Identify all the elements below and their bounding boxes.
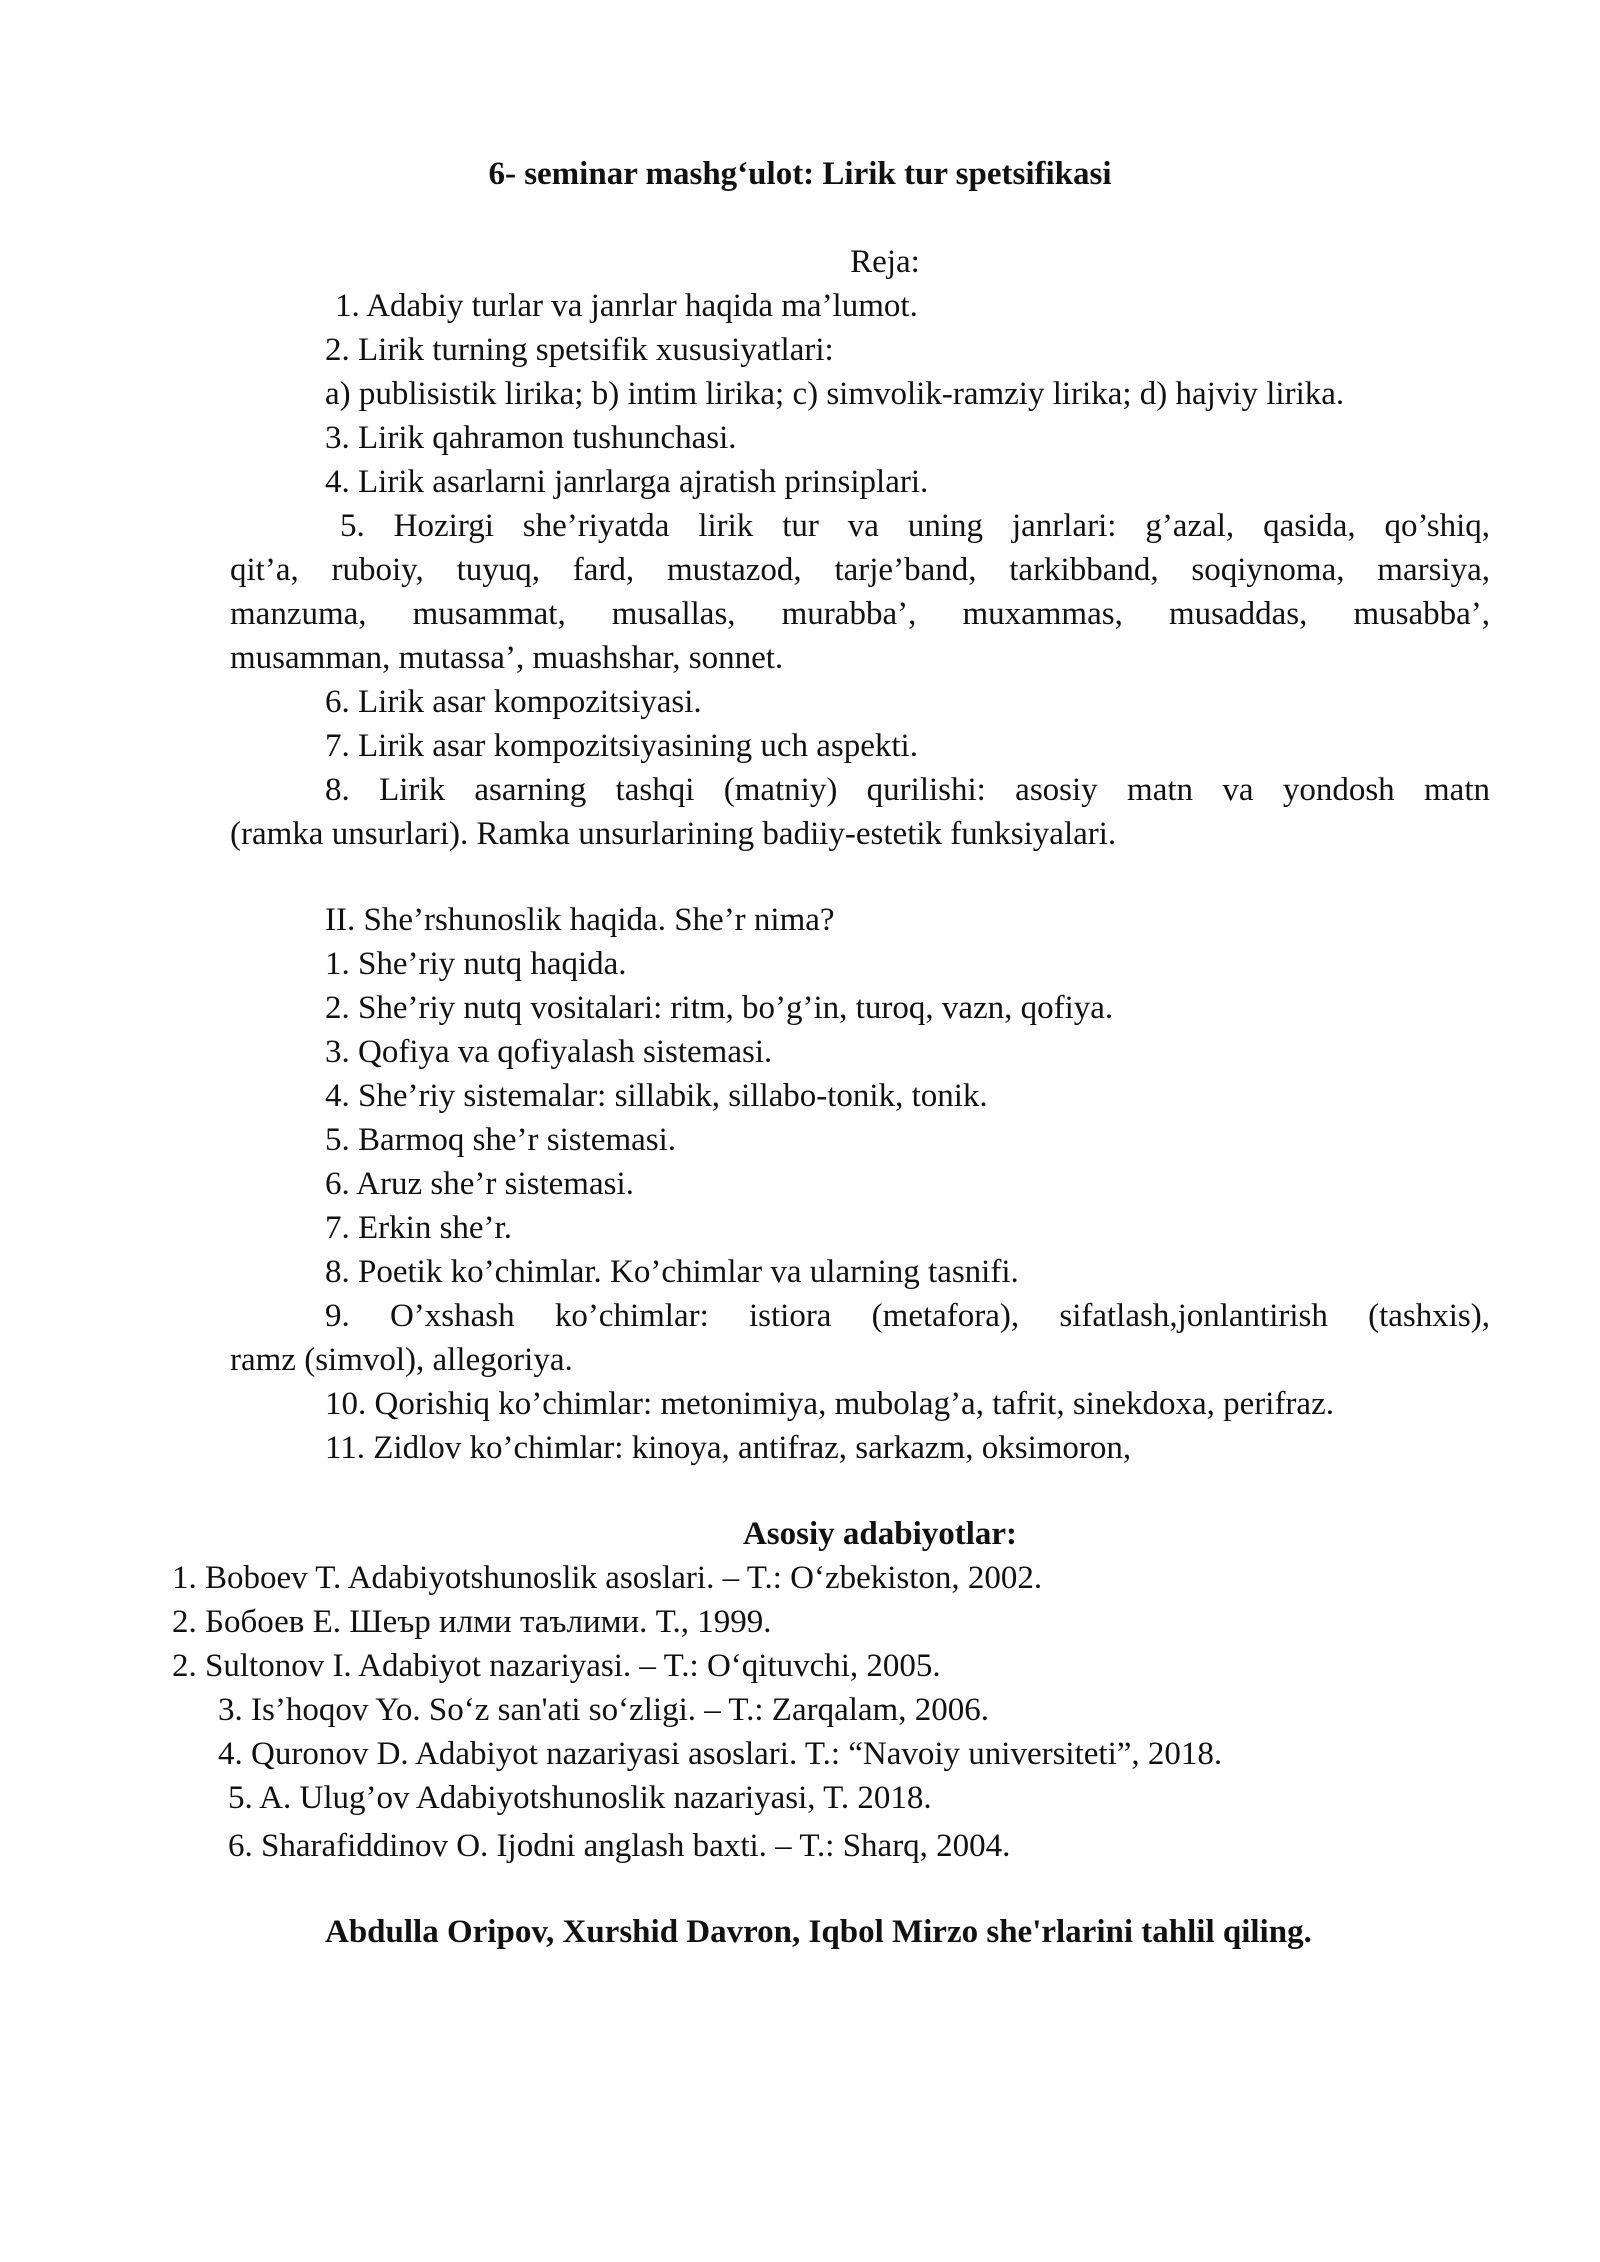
plan-item-5-line-3: manzuma, musammat, musallas, murabba’, muxammas, musaddas, musabba’, [230,596,1490,632]
plan-item-5-line-4: musamman, mutassa’, muashshar, sonnet. [230,640,784,676]
literature-heading: Asosiy adabiyotlar: [742,1516,1018,1552]
literature-ref-4: 3. Is’hoqov Yo. So‘z san'ati so‘zligi. – T.: Zarqalam, 2006. [218,1692,989,1728]
plan-label: Reja: [850,244,920,280]
section2-item-7: 7. Erkin she’r. [325,1210,512,1246]
literature-ref-5: 4. Quronov D. Adabiyot nazariyasi asoslari. T.: “Navoiy universiteti”, 2018. [218,1736,1223,1772]
plan-item-1: 1. Adabiy turlar va janrlar haqida ma’lumot. [335,288,918,324]
literature-ref-7: 6. Sharafiddinov O. Ijodni anglash baxti. – T.: Sharq, 2004. [228,1828,1011,1864]
section2-heading: II. She’rshunoslik haqida. She’r nima? [325,902,835,938]
page-title: 6- seminar mashg‘ulot: Lirik tur spetsifikasi [488,156,1112,192]
plan-item-4: 4. Lirik asarlarni janrlarga ajratish prinsiplari. [325,464,929,500]
assignment-task: Abdulla Oripov, Xurshid Davron, Iqbol Mirzo she'rlarini tahlil qiling. [325,1914,1312,1950]
section2-item-1: 1. She’riy nutq haqida. [325,946,627,982]
section2-item-11: 11. Zidlov ko’chimlar: kinoya, antifraz, sarkazm, oksimoron, [325,1430,1132,1466]
section2-item-8: 8. Poetik ko’chimlar. Ko’chimlar va ularning tasnifi. [325,1254,1019,1290]
section2-item-3: 3. Qofiya va qofiyalash sistemasi. [325,1034,773,1070]
plan-item-2: 2. Lirik turning spetsifik xususiyatlari: [325,332,834,368]
plan-item-8-line-1: 8. Lirik asarning tashqi (matniy) qurilishi: asosiy matn va yondosh matn [325,772,1490,808]
literature-ref-3: 2. Sultonov I. Adabiyot nazariyasi. – T.: O‘qituvchi, 2005. [172,1648,941,1684]
plan-item-5-line-1: 5. Hozirgi she’riyatda lirik tur va uning janrlari: g’azal, qasida, qo’shiq, [340,508,1490,544]
plan-item-3: 3. Lirik qahramon tushunchasi. [325,420,737,456]
literature-ref-1: 1. Boboev T. Adabiyotshunoslik asoslari. – T.: O‘zbekiston, 2002. [172,1560,1043,1596]
plan-item-6: 6. Lirik asar kompozitsiyasi. [325,684,702,720]
section2-item-10: 10. Qorishiq ko’chimlar: metonimiya, mubolag’a, tafrit, sinekdoxa, perifraz. [325,1386,1334,1422]
section2-item-4: 4. She’riy sistemalar: sillabik, sillabo-tonik, tonik. [325,1078,988,1114]
section2-item-9-line-1: 9. O’xshash ko’chimlar: istiora (metafora), sifatlash,jonlantirish (tashxis), [325,1298,1490,1334]
literature-ref-2: 2. Бобоев Е. Шеър илми таълими. Т., 1999. [172,1604,772,1640]
section2-item-5: 5. Barmoq she’r sistemasi. [325,1122,677,1158]
plan-item-7: 7. Lirik asar kompozitsiyasining uch aspekti. [325,728,918,764]
literature-ref-6: 5. A. Ulug’ov Adabiyotshunoslik nazariyasi, T. 2018. [228,1780,932,1816]
section2-item-2: 2. She’riy nutq vositalari: ritm, bo’g’in, turoq, vazn, qofiya. [325,990,1114,1026]
plan-item-2-sub: a) publisistik lirika; b) intim lirika; c) simvolik-ramziy lirika; d) hajviy lirika. [325,376,1345,412]
section2-item-6: 6. Aruz she’r sistemasi. [325,1166,634,1202]
plan-item-5-line-2: qit’a, ruboiy, tuyuq, fard, mustazod, tarje’band, tarkibband, soqiynoma, marsiya, [230,552,1490,588]
section2-item-9-line-2: ramz (simvol), allegoriya. [230,1342,573,1378]
plan-item-8-line-2: (ramka unsurlari). Ramka unsurlarining badiiy-estetik funksiyalari. [230,816,1117,852]
